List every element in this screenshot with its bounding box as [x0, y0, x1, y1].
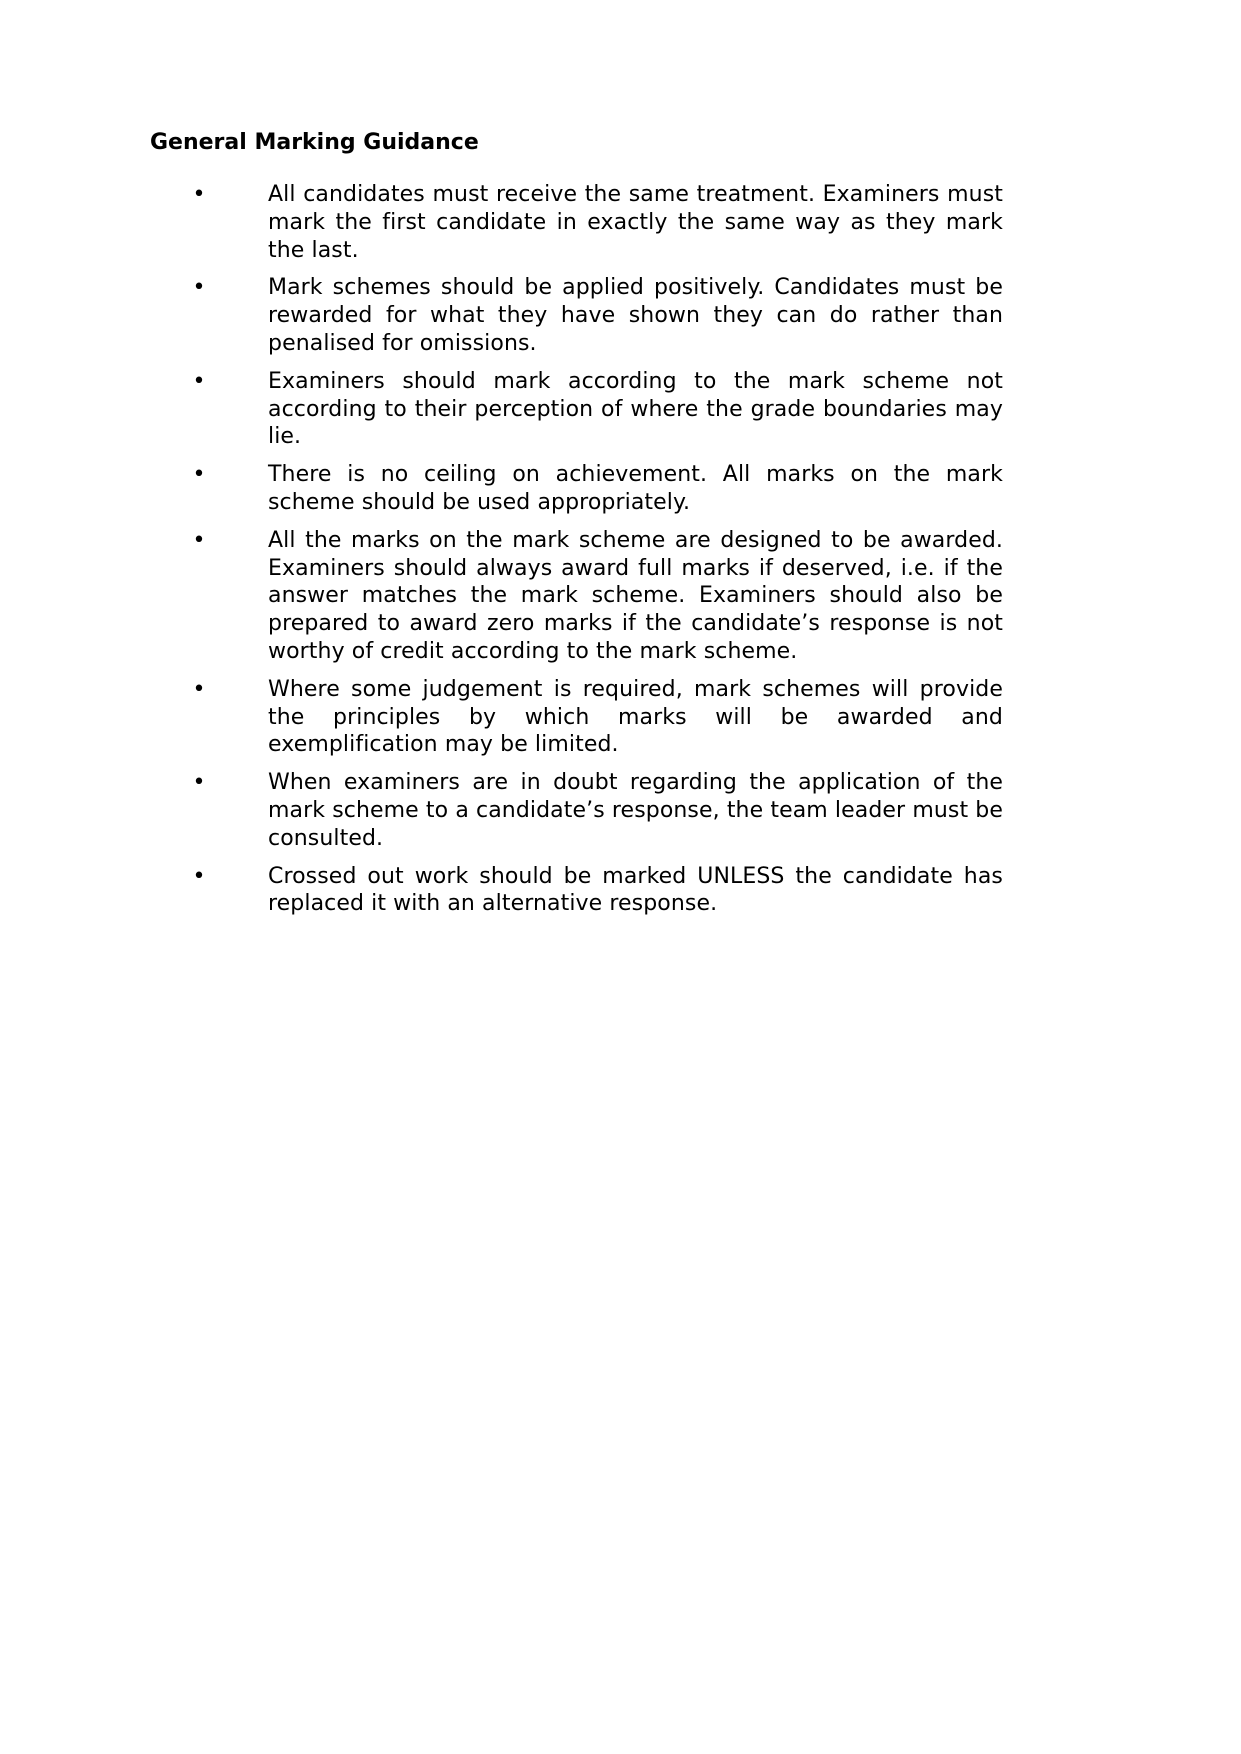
- list-item: [0, 676, 1241, 759]
- bullet-icon: •: [192, 676, 206, 702]
- bullet-icon: •: [192, 462, 206, 488]
- bullet-icon: •: [192, 770, 206, 796]
- list-item-text: Crossed out work should be marked UNLESS the candidate has replaced it with an alternative response.: [268, 863, 1003, 917]
- list-item-text: All candidates must receive the same treatment. Examiners must mark the first candidate in exactly the same way as they mark the last.: [268, 182, 1003, 263]
- list-item: [0, 181, 1241, 264]
- list-item: [0, 274, 1241, 357]
- list-item-text: Where some judgement is required, mark schemes will provide the principles by which marks will be awarded and exemplification may be limited.: [268, 676, 1003, 758]
- list-item: [0, 863, 1241, 919]
- list-item: [0, 461, 1241, 517]
- list-item: [0, 527, 1241, 666]
- bullet-icon: •: [192, 527, 206, 553]
- list-item: [0, 368, 1241, 451]
- list-item-text: When examiners are in doubt regarding the application of the mark scheme to a candidate’s response, the team leader must be consulted.: [268, 770, 1003, 851]
- guidance-list: [0, 181, 1241, 928]
- list-item-text: All the marks on the mark scheme are designed to be awarded. Examiners should always award full marks if deserved, i.e. if the answer matches the mark scheme. Examiners should also be prepared to award zero marks if the candidate’s response is not worthy of credit according to the mark scheme.: [268, 527, 1003, 664]
- bullet-icon: •: [192, 368, 206, 394]
- list-item-text: Mark schemes should be applied positively. Candidates must be rewarded for what they have shown they can do rather than penalised for omissions.: [268, 275, 1003, 356]
- bullet-icon: •: [192, 863, 206, 889]
- list-item-text: Examiners should mark according to the mark scheme not according to their perception of where the grade boundaries may lie.: [268, 368, 1003, 450]
- section-heading: General Marking Guidance: [150, 130, 479, 155]
- list-item: [0, 769, 1241, 852]
- bullet-icon: •: [192, 275, 206, 301]
- list-item-text: There is no ceiling on achievement. All marks on the mark scheme should be used appropriately.: [268, 462, 1003, 515]
- bullet-icon: •: [192, 182, 206, 207]
